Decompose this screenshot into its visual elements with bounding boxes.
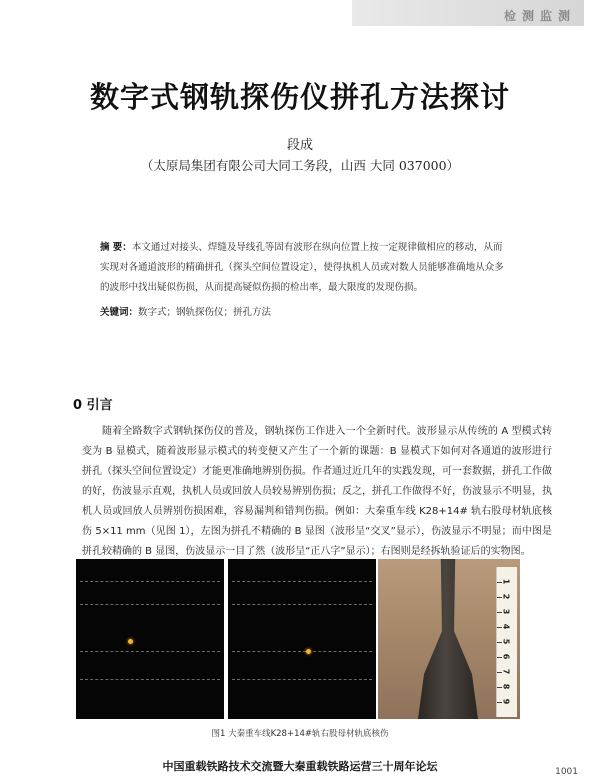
keywords-text: 数字式；钢轨探伤仪；拼孔方法 [138,307,272,318]
ruler-mark: 4 [501,623,511,630]
ruler-mark: 5 [501,638,511,645]
ruler-mark: 7 [501,668,511,675]
flaw-echo-middle [306,649,311,654]
rail-photo [378,559,520,719]
abstract-label: 摘 要： [100,242,132,253]
footer-title: 中国重载铁路技术交流暨大秦重载铁路运营三十周年论坛 [162,760,438,773]
measuring-ruler [496,567,517,717]
ruler-mark: 1 [501,578,511,585]
b-scan-left-image [76,559,224,719]
keywords-label: 关键词： [100,307,139,318]
author-name: 段成 [286,138,313,153]
ruler-mark: 2 [501,593,511,600]
figure-caption: 图1 大秦重车线K28+14#轨右股母材轨底核伤 [211,729,389,739]
ruler-mark: 8 [501,683,511,690]
flaw-echo-left [128,639,133,644]
rail-cross-section [418,559,478,719]
intro-body: 随着全路数字式钢轨探伤仪的普及，钢轨探伤工作进入一个全新时代。波形显示从传统的 A 型模式转变为 B 显模式，随着波形显示模式的转变便又产生了一个新的课题：B 显模式下如何对各通道的波形进行拼孔（探头空间位置设定）才能更准确地辨别伤损。作者通过近几年的实践发现，可一套数据，拼孔工作做的好，伤波显示直观，执机人员或回放人员较易辨别伤损；反之，拼孔工作做得不好，伤波显示不明显，执机人员或回放人员辨别伤损困难，容易漏判和错判伤损。例如：大秦重车线 K28+14# 轨右股母材轨底核伤 5×11 mm（见图 1），左图为拼孔不精确的 B 显图（波形呈“交叉”显示），伤波显示不明显；而中图是拼孔较精确的 B 显图，伤波显示一目了然（波形呈“正八字”显示）；右图则是经拆轨验证后的实物图。 [82,426,552,557]
page-number: 1001 [555,767,578,777]
section-label: 检测监测 [503,9,576,23]
article-title: 数字式钢轨探伤仪拼孔方法探讨 [89,80,510,114]
ruler-mark: 6 [501,653,511,660]
intro-heading: 0 引言 [73,398,113,413]
abstract-text: 本文通过对接头、焊缝及导线孔等固有波形在纵向位置上按一定规律做相应的移动，从而实现对各通道波形的精确拼孔（探头空间位置设定），使得执机人员或对数人员能够准确地从众多的波形中找出疑似伤损，从而提高疑似伤损的检出率，最大限度的发现伤损。 [100,242,504,293]
author-affiliation: （太原局集团有限公司大同工务段，山西 大同 037000） [140,158,460,173]
keywords [100,304,510,318]
ruler-mark: 3 [501,608,511,615]
abstract [100,238,510,298]
figure-1 [76,559,520,719]
b-scan-middle-image [228,559,376,719]
ruler-mark: 9 [501,698,511,705]
